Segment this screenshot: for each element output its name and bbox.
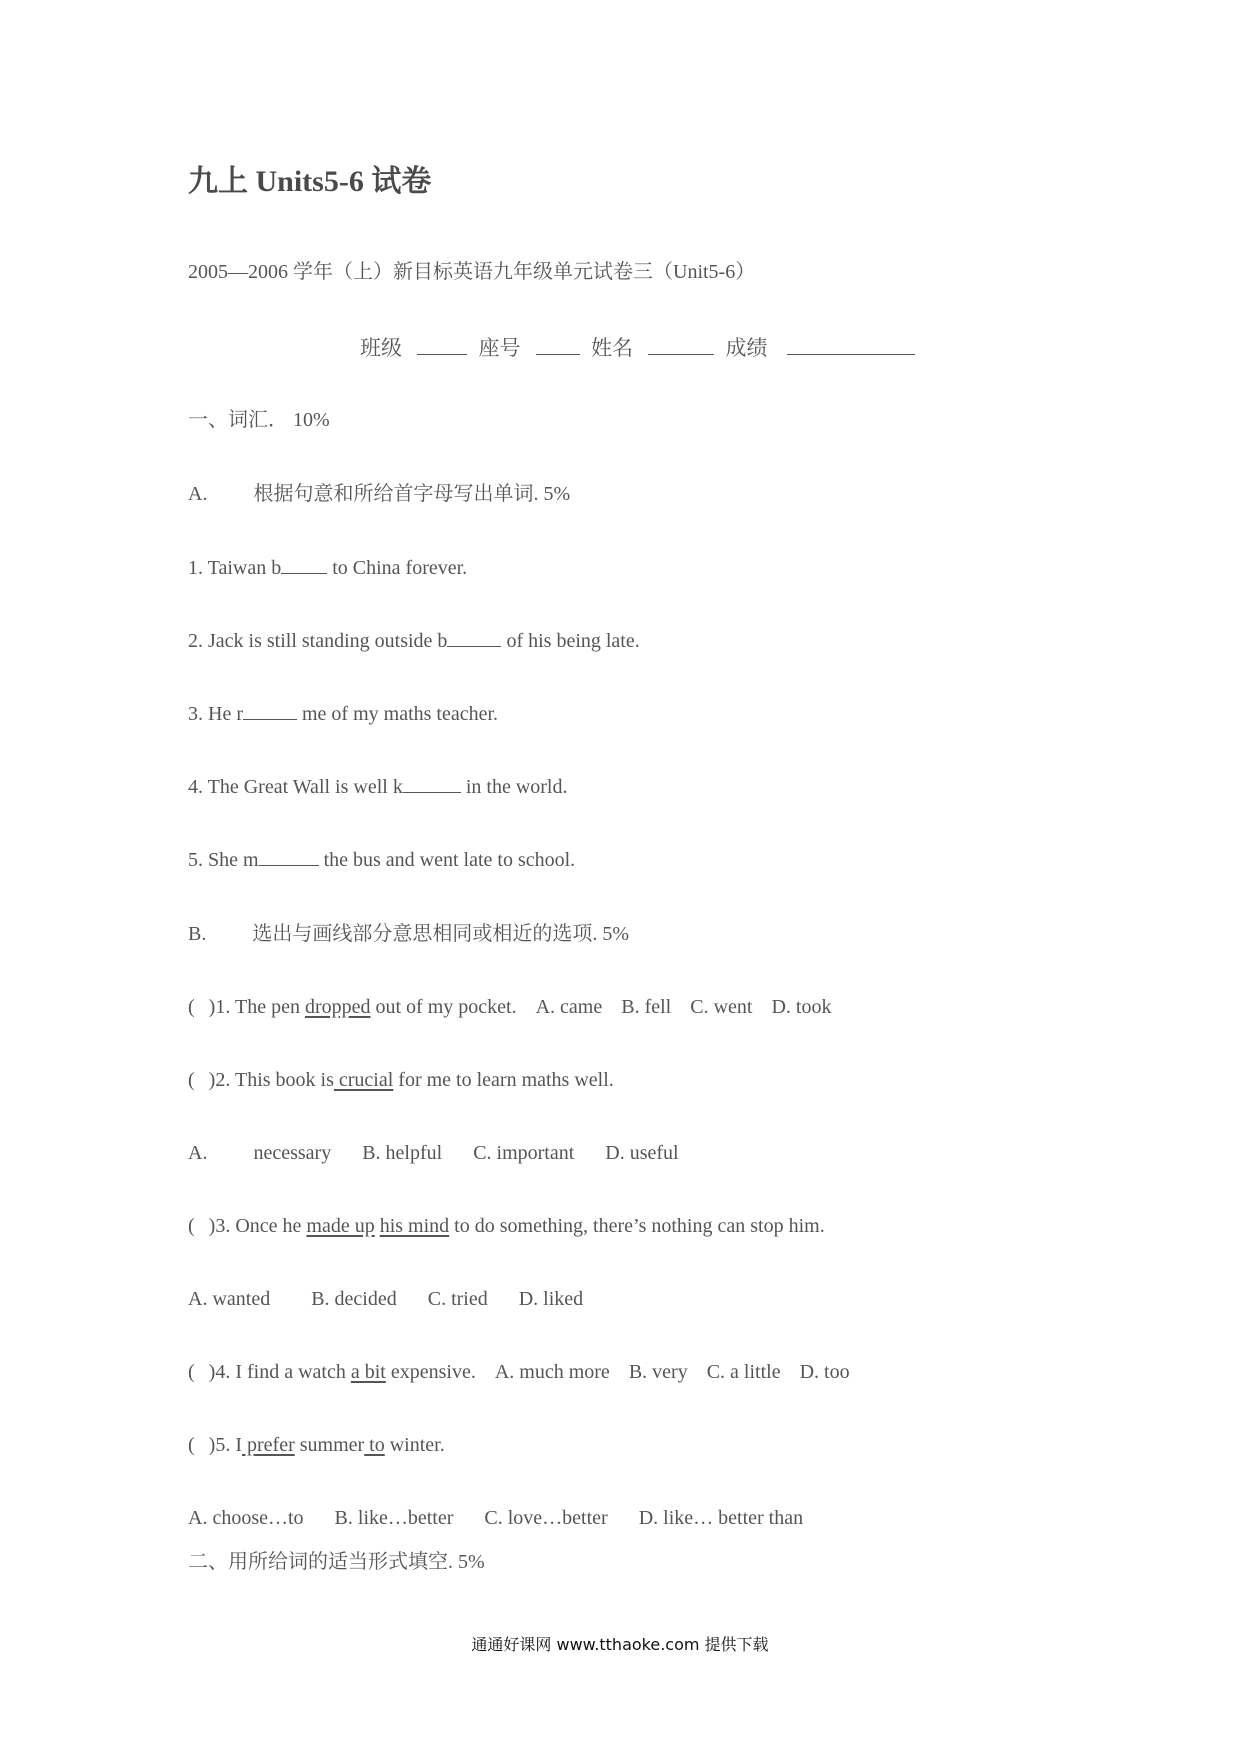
question-5: ( )5. I prefer summer to winter.	[188, 1434, 445, 1456]
partA-instruction	[188, 482, 570, 506]
partB-instruction	[188, 922, 629, 946]
list-item: 2. Jack is still standing outside b of his being late.	[188, 630, 640, 652]
footer-download-note: 通通好课网 www.tthaoke.com 提供下载	[471, 1635, 769, 1654]
question-2-options: A. necessary B. helpful C. important D. useful	[188, 1142, 679, 1164]
option[interactable]: C. a little	[706, 1361, 781, 1383]
question-5-options	[188, 1506, 803, 1530]
option[interactable]: B. helpful	[362, 1142, 443, 1164]
option[interactable]: D. took	[771, 996, 832, 1018]
option[interactable]: C. tried	[427, 1288, 488, 1310]
section1-heading: 一、词汇． 10%	[188, 409, 330, 431]
option[interactable]: D. like… better than	[638, 1507, 804, 1529]
option[interactable]: B. very	[628, 1361, 688, 1383]
question-2: ( )2. This book is crucial for me to learn maths well.	[188, 1069, 614, 1091]
list-item: 5. She m the bus and went late to school.	[188, 849, 576, 871]
option[interactable]: C. love…better	[484, 1507, 608, 1529]
option[interactable]: B. decided	[311, 1288, 397, 1310]
underlined-phrase: his mind	[379, 1215, 450, 1237]
answer-blank[interactable]	[447, 628, 501, 647]
question-3-options	[188, 1287, 583, 1311]
list-item: 1. Taiwan b to China forever.	[188, 557, 468, 579]
option[interactable]: D. liked	[518, 1288, 584, 1310]
score-label: 成绩	[725, 336, 768, 360]
seat-label: 座号	[478, 336, 521, 360]
underlined-phrase: dropped	[304, 996, 371, 1018]
list-item: 4. The Great Wall is well k in the world.	[188, 776, 568, 798]
option[interactable]: necessary	[253, 1142, 332, 1164]
seat-blank[interactable]	[536, 336, 580, 355]
answer-blank[interactable]	[243, 701, 297, 720]
option[interactable]: C. important	[473, 1142, 575, 1164]
subtitle: 2005—2006 学年（上）新目标英语九年级单元试卷三（Unit5-6）	[188, 261, 756, 283]
option[interactable]: C. went	[690, 996, 753, 1018]
name-label: 姓名	[591, 336, 633, 360]
option[interactable]: A. wanted	[188, 1288, 271, 1310]
option[interactable]: A. much more	[494, 1361, 610, 1383]
partA-label: A.	[188, 483, 208, 505]
option[interactable]: B. fell	[621, 996, 672, 1018]
underlined-phrase: prefer	[242, 1434, 295, 1456]
question-3: ( )3. Once he made up his mind to do something, there’s nothing can stop him.	[188, 1215, 825, 1237]
partB-text: 选出与画线部分意思相同或相近的选项. 5%	[252, 923, 630, 945]
option[interactable]: A. came	[535, 996, 603, 1018]
page-title: 九上 Units5-6 试卷	[188, 165, 432, 198]
partA-text: 根据句意和所给首字母写出单词. 5%	[253, 483, 571, 505]
name-blank[interactable]	[648, 336, 714, 355]
underlined-phrase: crucial	[333, 1069, 394, 1091]
section2-heading: 二、用所给词的适当形式填空. 5%	[188, 1551, 485, 1573]
answer-blank[interactable]	[403, 774, 461, 793]
class-label: 班级	[360, 336, 402, 360]
option[interactable]: B. like…better	[334, 1507, 454, 1529]
score-blank[interactable]	[787, 336, 915, 355]
partB-label: B.	[188, 923, 207, 945]
answer-blank[interactable]	[259, 847, 319, 866]
option[interactable]: D. useful	[605, 1142, 679, 1164]
question-4: ( )4. I find a watch a bit expensive. A. much more B. very C. a little D. too	[188, 1361, 850, 1383]
option[interactable]: A. choose…to	[188, 1507, 304, 1529]
student-info-row	[360, 336, 915, 360]
class-blank[interactable]	[417, 336, 467, 355]
question-1: ( )1. The pen dropped out of my pocket. A. came B. fell C. went D. took	[188, 996, 832, 1018]
answer-blank[interactable]	[281, 555, 327, 574]
option[interactable]: D. too	[799, 1361, 850, 1383]
list-item: 3. He r me of my maths teacher.	[188, 703, 499, 725]
underlined-phrase: made up	[306, 1215, 375, 1237]
underlined-phrase: to	[364, 1434, 385, 1456]
underlined-phrase: a bit	[350, 1361, 386, 1383]
